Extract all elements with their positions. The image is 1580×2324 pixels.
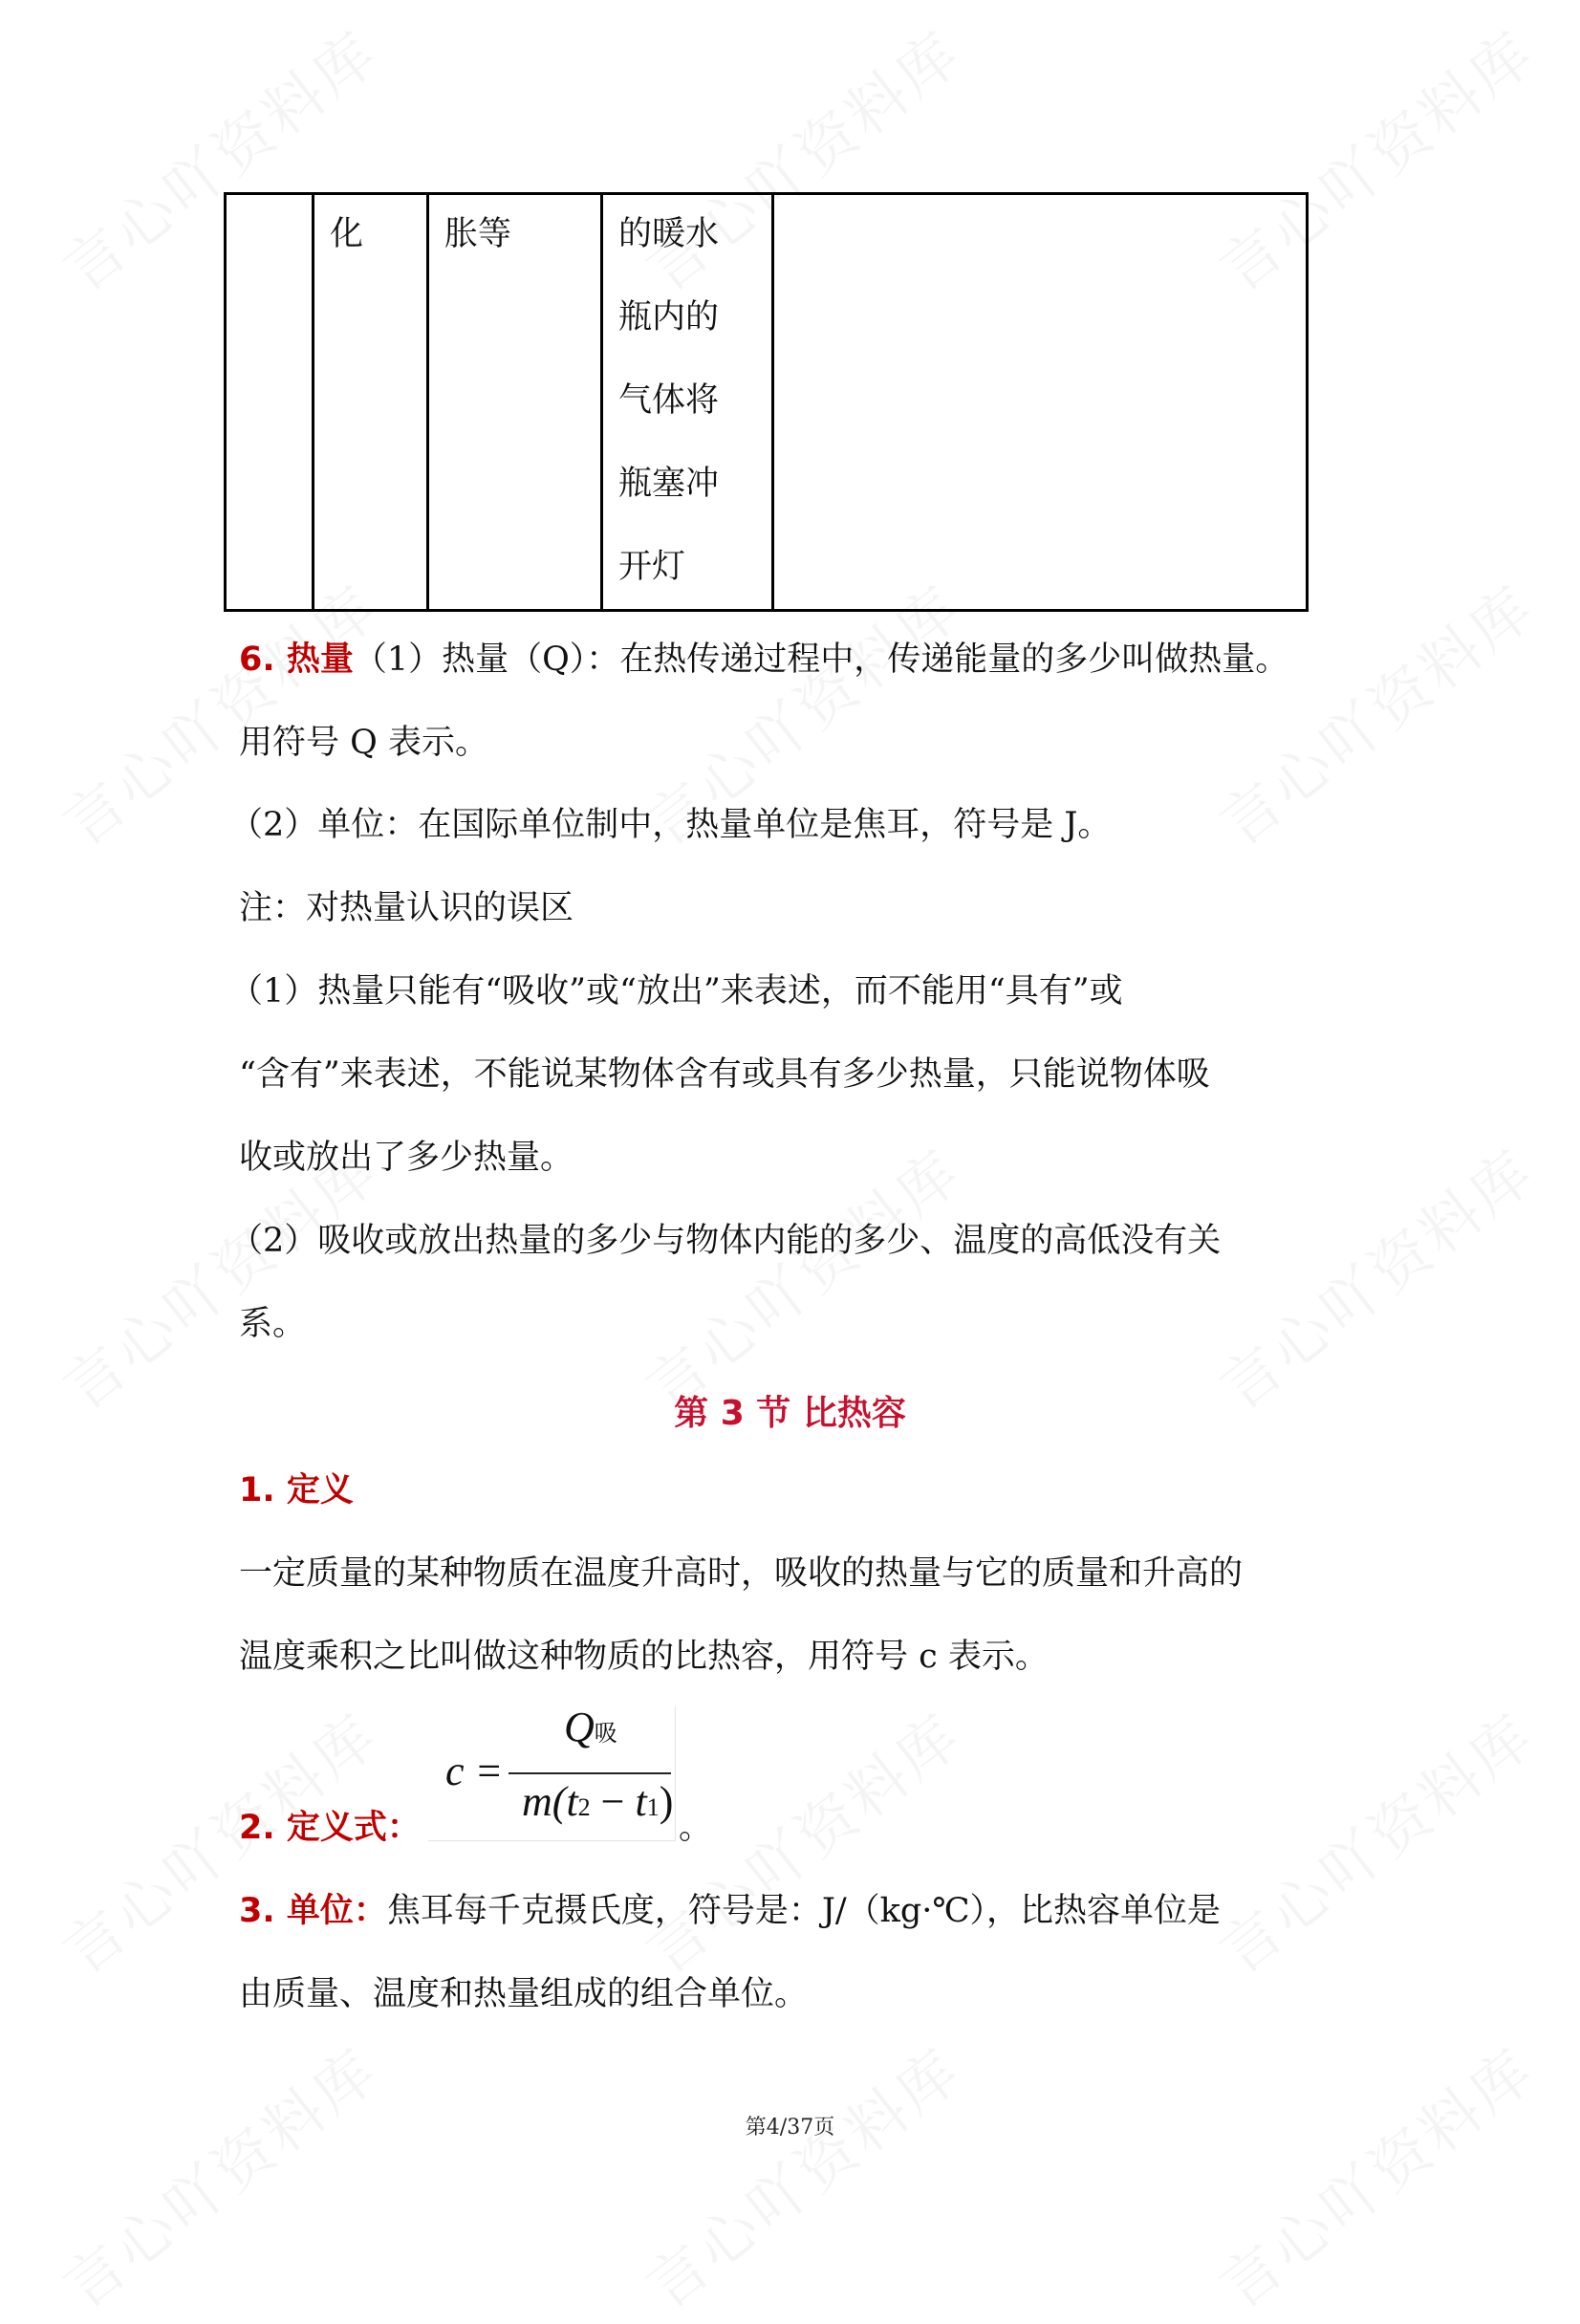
note1-line1: （1）热量只能有“吸收”或“放出”来表述，而不能用“具有”或: [229, 972, 1123, 1010]
t2-subscript: 2: [577, 1793, 591, 1821]
table-row: [226, 194, 1308, 611]
table-cell-4: [602, 194, 773, 611]
heat-unit: （2）单位：在国际单位制中，热量单位是焦耳，符号是 J。: [229, 806, 1112, 844]
note2-line2: 系。: [239, 1305, 307, 1343]
note1-line2: “含有”来表述，不能说某物体含有或具有多少热量，只能说物体吸: [239, 1055, 1210, 1094]
heat-definition-line1: [239, 639, 1288, 681]
formula-denominator: [522, 1777, 673, 1826]
note2-line1: （2）吸收或放出热量的多少与物体内能的多少、温度的高低没有关: [229, 1222, 1222, 1260]
heat-definition-line2: 用符号 Q 表示。: [239, 724, 488, 762]
table-cell-5: [773, 194, 1308, 611]
close-paren: ): [659, 1778, 674, 1825]
watermark-text: [43, 2025, 394, 2324]
cell-line: 开灯: [618, 548, 686, 586]
cell-line: 的暖水: [618, 215, 720, 253]
numerator-subscript: 吸: [594, 1720, 617, 1747]
formula-image: [428, 1706, 676, 1841]
note-title: 注：对热量认识的误区: [239, 889, 574, 927]
cell-text: 胀等: [444, 215, 512, 253]
unit-heading: 3. 单位：: [239, 1892, 387, 1930]
unit-text: 焦耳每千克摄氏度，符号是：J/（kg·℃），比热容单位是: [386, 1892, 1222, 1930]
definition-line1: 一定质量的某种物质在温度升高时，吸收的热量与它的质量和升高的: [239, 1554, 1244, 1593]
unit-line2: 由质量、温度和热量组成的组合单位。: [239, 1975, 809, 2013]
watermark-text: [626, 1126, 977, 1426]
t1-subscript: 1: [646, 1793, 660, 1821]
fraction-bar: [509, 1772, 671, 1774]
watermark-text: [1200, 1690, 1550, 1990]
formula-lhs: c =: [445, 1748, 504, 1794]
watermark-text: [1200, 1126, 1550, 1426]
section-title: 第 3 节 比热容: [674, 1394, 906, 1433]
definition-line2: 温度乘积之比叫做这种物质的比热容，用符号 c 表示。: [239, 1638, 1049, 1676]
unit-line1: [239, 1890, 1221, 1932]
page-indicator: 第4/37页: [745, 2116, 835, 2139]
table-cell-3: [428, 194, 602, 611]
watermark-text: [1200, 2025, 1550, 2324]
t2: t: [566, 1778, 578, 1825]
table-cell-2: [314, 194, 428, 611]
numerator-q: Q: [564, 1704, 595, 1750]
cell-line: 瓶塞冲: [618, 465, 720, 503]
cell-line: 气体将: [618, 381, 720, 420]
note1-line3: 收或放出了多少热量。: [239, 1139, 574, 1177]
definition-heading: 1. 定义: [239, 1471, 354, 1510]
minus-sign: −: [590, 1778, 636, 1825]
table-cell-1: [226, 194, 314, 611]
watermark-text: [626, 2025, 977, 2324]
formula-heading: 2. 定义式：: [239, 1809, 421, 1847]
denominator-m: m(: [522, 1778, 567, 1825]
t1: t: [635, 1778, 647, 1825]
cell-line: 瓶内的: [618, 298, 720, 337]
formula-numerator: [564, 1703, 617, 1751]
heat-heading: 6. 热量: [239, 641, 354, 679]
cell-text: 化: [330, 215, 364, 253]
cell-text: [618, 193, 771, 609]
formula-trailing: 。: [679, 1809, 713, 1847]
continued-table: [224, 192, 1309, 612]
heat-definition-text: （1）热量（Q）：在热传递过程中，传递能量的多少叫做热量。: [353, 641, 1289, 679]
